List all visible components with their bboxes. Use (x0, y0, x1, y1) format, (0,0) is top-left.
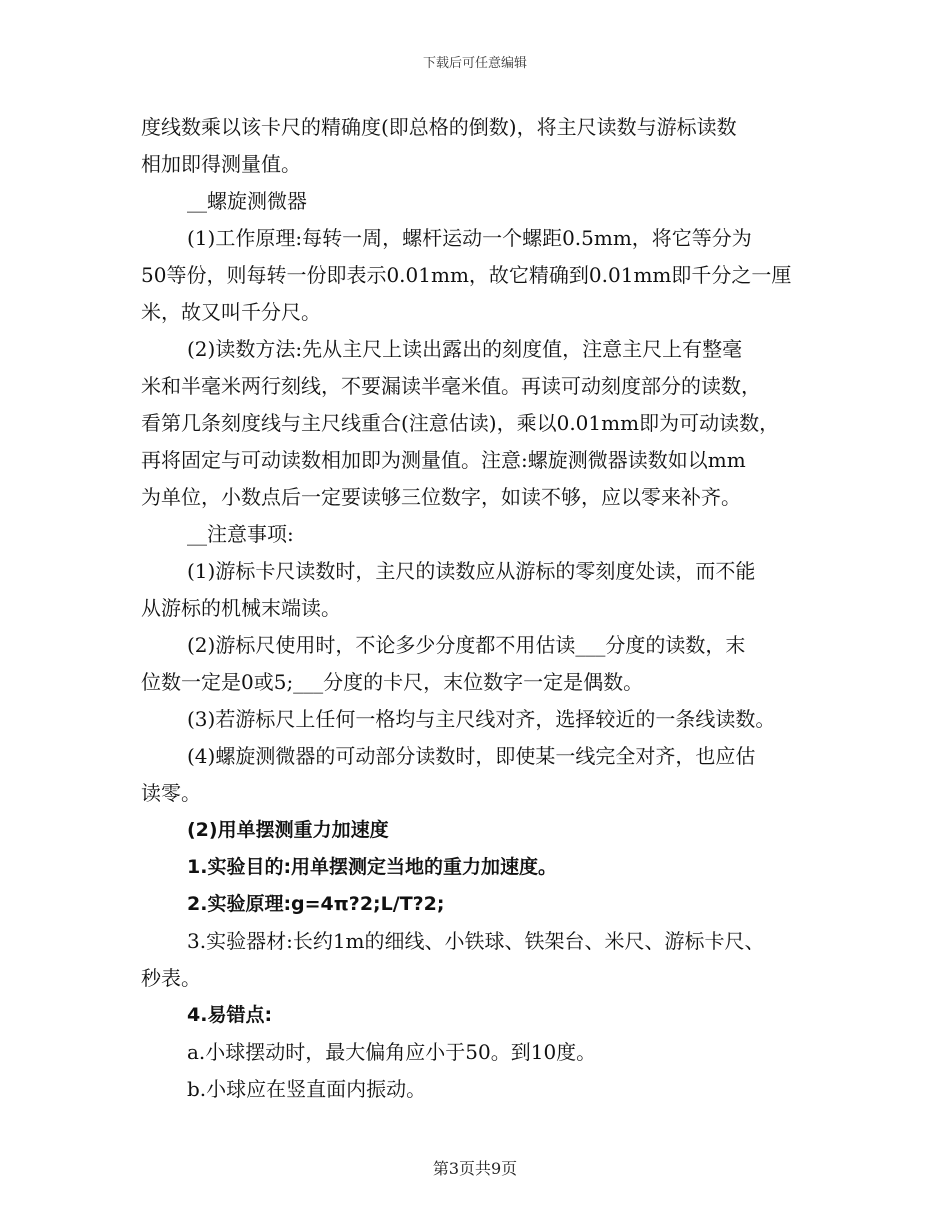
body-line: 看第几条刻度线与主尺线重合(注意估读)，乘以0.01mm即为可动读数， (141, 411, 780, 435)
body-line: (1)游标卡尺读数时，主尺的读数应从游标的零刻度处读，而不能 (187, 559, 756, 583)
body-line: (2)游标尺使用时，不论多少分度都不用估读___分度的读数，末 (187, 633, 746, 657)
body-line: 相加即得测量值。 (141, 152, 301, 176)
body-line: (3)若游标尺上任何一格均与主尺线对齐，选择较近的一条线读数。 (187, 707, 776, 731)
section-heading: __螺旋测微器 (187, 189, 307, 213)
body-line: 位数一定是0或5;___分度的卡尺，末位数字一定是偶数。 (141, 670, 644, 694)
document-body (141, 109, 811, 1108)
page-number: 第3页共9页 (432, 1159, 518, 1178)
bold-line: 4.易错点: (187, 1004, 273, 1026)
bold-line: 2.实验原理:g=4π?2;L/T?2; (187, 893, 445, 915)
body-line: 从游标的机械末端读。 (141, 596, 341, 620)
body-line: 3.实验器材:长约1m的细线、小铁球、铁架台、米尺、游标卡尺、 (187, 929, 765, 953)
body-line: 读零。 (141, 781, 201, 805)
body-line: (4)螺旋测微器的可动部分读数时，即使某一线完全对齐，也应估 (187, 744, 756, 768)
body-line: 米，故又叫千分尺。 (141, 300, 321, 324)
body-line: 50等份，则每转一份即表示0.01mm，故它精确到0.01mm即千分之一厘 (141, 263, 792, 287)
body-line: (1)工作原理:每转一周，螺杆运动一个螺距0.5mm，将它等分为 (187, 226, 752, 250)
body-line: 度线数乘以该卡尺的精确度(即总格的倒数)，将主尺读数与游标读数 (141, 115, 737, 139)
body-line: a.小球摆动时，最大偏角应小于50。到10度。 (187, 1040, 597, 1064)
section-heading: __注意事项: (187, 522, 294, 546)
body-line: (2)读数方法:先从主尺上读出露出的刻度值，注意主尺上有整毫 (187, 337, 743, 361)
body-line: 米和半毫米两行刻线，不要漏读半毫米值。再读可动刻度部分的读数， (141, 374, 761, 398)
section-heading: (2)用单摆测重力加速度 (187, 819, 389, 841)
body-line: b.小球应在竖直面内振动。 (187, 1077, 427, 1101)
page-header: 下载后可任意编辑 (422, 56, 527, 71)
body-line: 秒表。 (141, 966, 201, 990)
body-line: 再将固定与可动读数相加即为测量值。注意:螺旋测微器读数如以mm (141, 448, 746, 472)
body-line: 为单位，小数点后一定要读够三位数字，如读不够，应以零来补齐。 (141, 485, 741, 509)
bold-line: 1.实验目的:用单摆测定当地的重力加速度。 (187, 856, 558, 878)
